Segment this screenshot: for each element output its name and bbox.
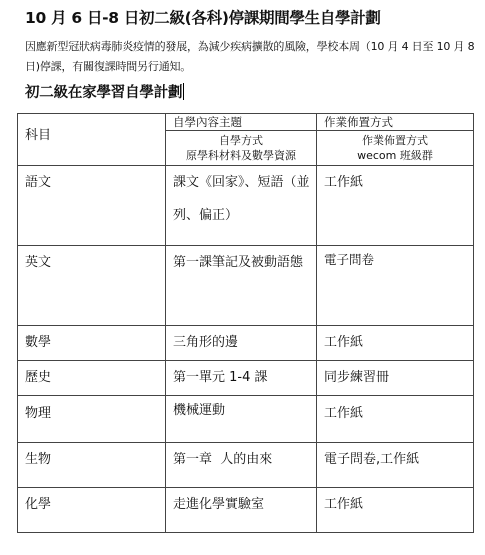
text-cursor bbox=[183, 83, 184, 100]
header-content-method: 自學方式 bbox=[219, 134, 263, 147]
header-subject: 科目 bbox=[25, 128, 52, 143]
homework-cell: 工作紙 bbox=[317, 488, 474, 533]
content-cell: 第一章 人的由來 bbox=[166, 443, 317, 488]
homework-cell: 工作紙 bbox=[317, 326, 474, 361]
content-cell: 走進化學實驗室 bbox=[166, 488, 317, 533]
table-row bbox=[18, 443, 474, 488]
table-header-row bbox=[18, 114, 474, 166]
header-content-source: 原學科材料及數學資源 bbox=[186, 149, 296, 162]
header-content-cell bbox=[166, 114, 317, 166]
table-row bbox=[18, 361, 474, 396]
study-plan-table bbox=[17, 113, 474, 533]
content-cell: 課文《回家》、短語（並列、偏正） bbox=[166, 166, 317, 246]
header-homework-platform: wecom 班級群 bbox=[357, 149, 433, 162]
subject-cell: 語文 bbox=[18, 166, 166, 246]
subject-cell: 英文 bbox=[18, 246, 166, 326]
header-homework-method: 作業佈置方式 bbox=[362, 134, 428, 147]
content-cell: 三角形的邊 bbox=[166, 326, 317, 361]
homework-cell: 同步練習冊 bbox=[317, 361, 474, 396]
header-homework: 作業佈置方式 bbox=[317, 114, 473, 131]
homework-cell: 工作紙 bbox=[317, 396, 474, 443]
subject-cell: 生物 bbox=[18, 443, 166, 488]
table-row bbox=[18, 166, 474, 246]
homework-cell: 電子問卷 bbox=[317, 246, 474, 326]
table-row bbox=[18, 326, 474, 361]
plan-heading-text: 初二級在家學習自學計劃 bbox=[25, 85, 183, 101]
content-cell: 機械運動 bbox=[166, 396, 317, 443]
subject-cell: 歷史 bbox=[18, 361, 166, 396]
table-row bbox=[18, 246, 474, 326]
suspension-notice: 因應新型冠狀病毒肺炎疫情的發展，為減少疾病擴散的風險，學校本周（10 月 4 日至 10 月 8 日)停課，有關復課時間另行通知。 bbox=[25, 40, 475, 73]
content-cell: 第一課筆記及被動語態 bbox=[166, 246, 317, 326]
homework-cell: 工作紙 bbox=[317, 166, 474, 246]
document-title: 10 月 6 日-8 日初二級(各科)停課期間學生自學計劃 bbox=[25, 9, 381, 27]
header-subject-cell bbox=[18, 114, 166, 166]
content-cell: 第一單元 1-4 課 bbox=[166, 361, 317, 396]
subject-cell: 數學 bbox=[18, 326, 166, 361]
header-homework-cell bbox=[317, 114, 474, 166]
table-row bbox=[18, 488, 474, 533]
subject-cell: 化學 bbox=[18, 488, 166, 533]
homework-cell: 電子問卷,工作紙 bbox=[317, 443, 474, 488]
plan-heading bbox=[25, 81, 184, 102]
table-row bbox=[18, 396, 474, 443]
subject-cell: 物理 bbox=[18, 396, 166, 443]
header-content: 自學內容主題 bbox=[166, 114, 316, 131]
